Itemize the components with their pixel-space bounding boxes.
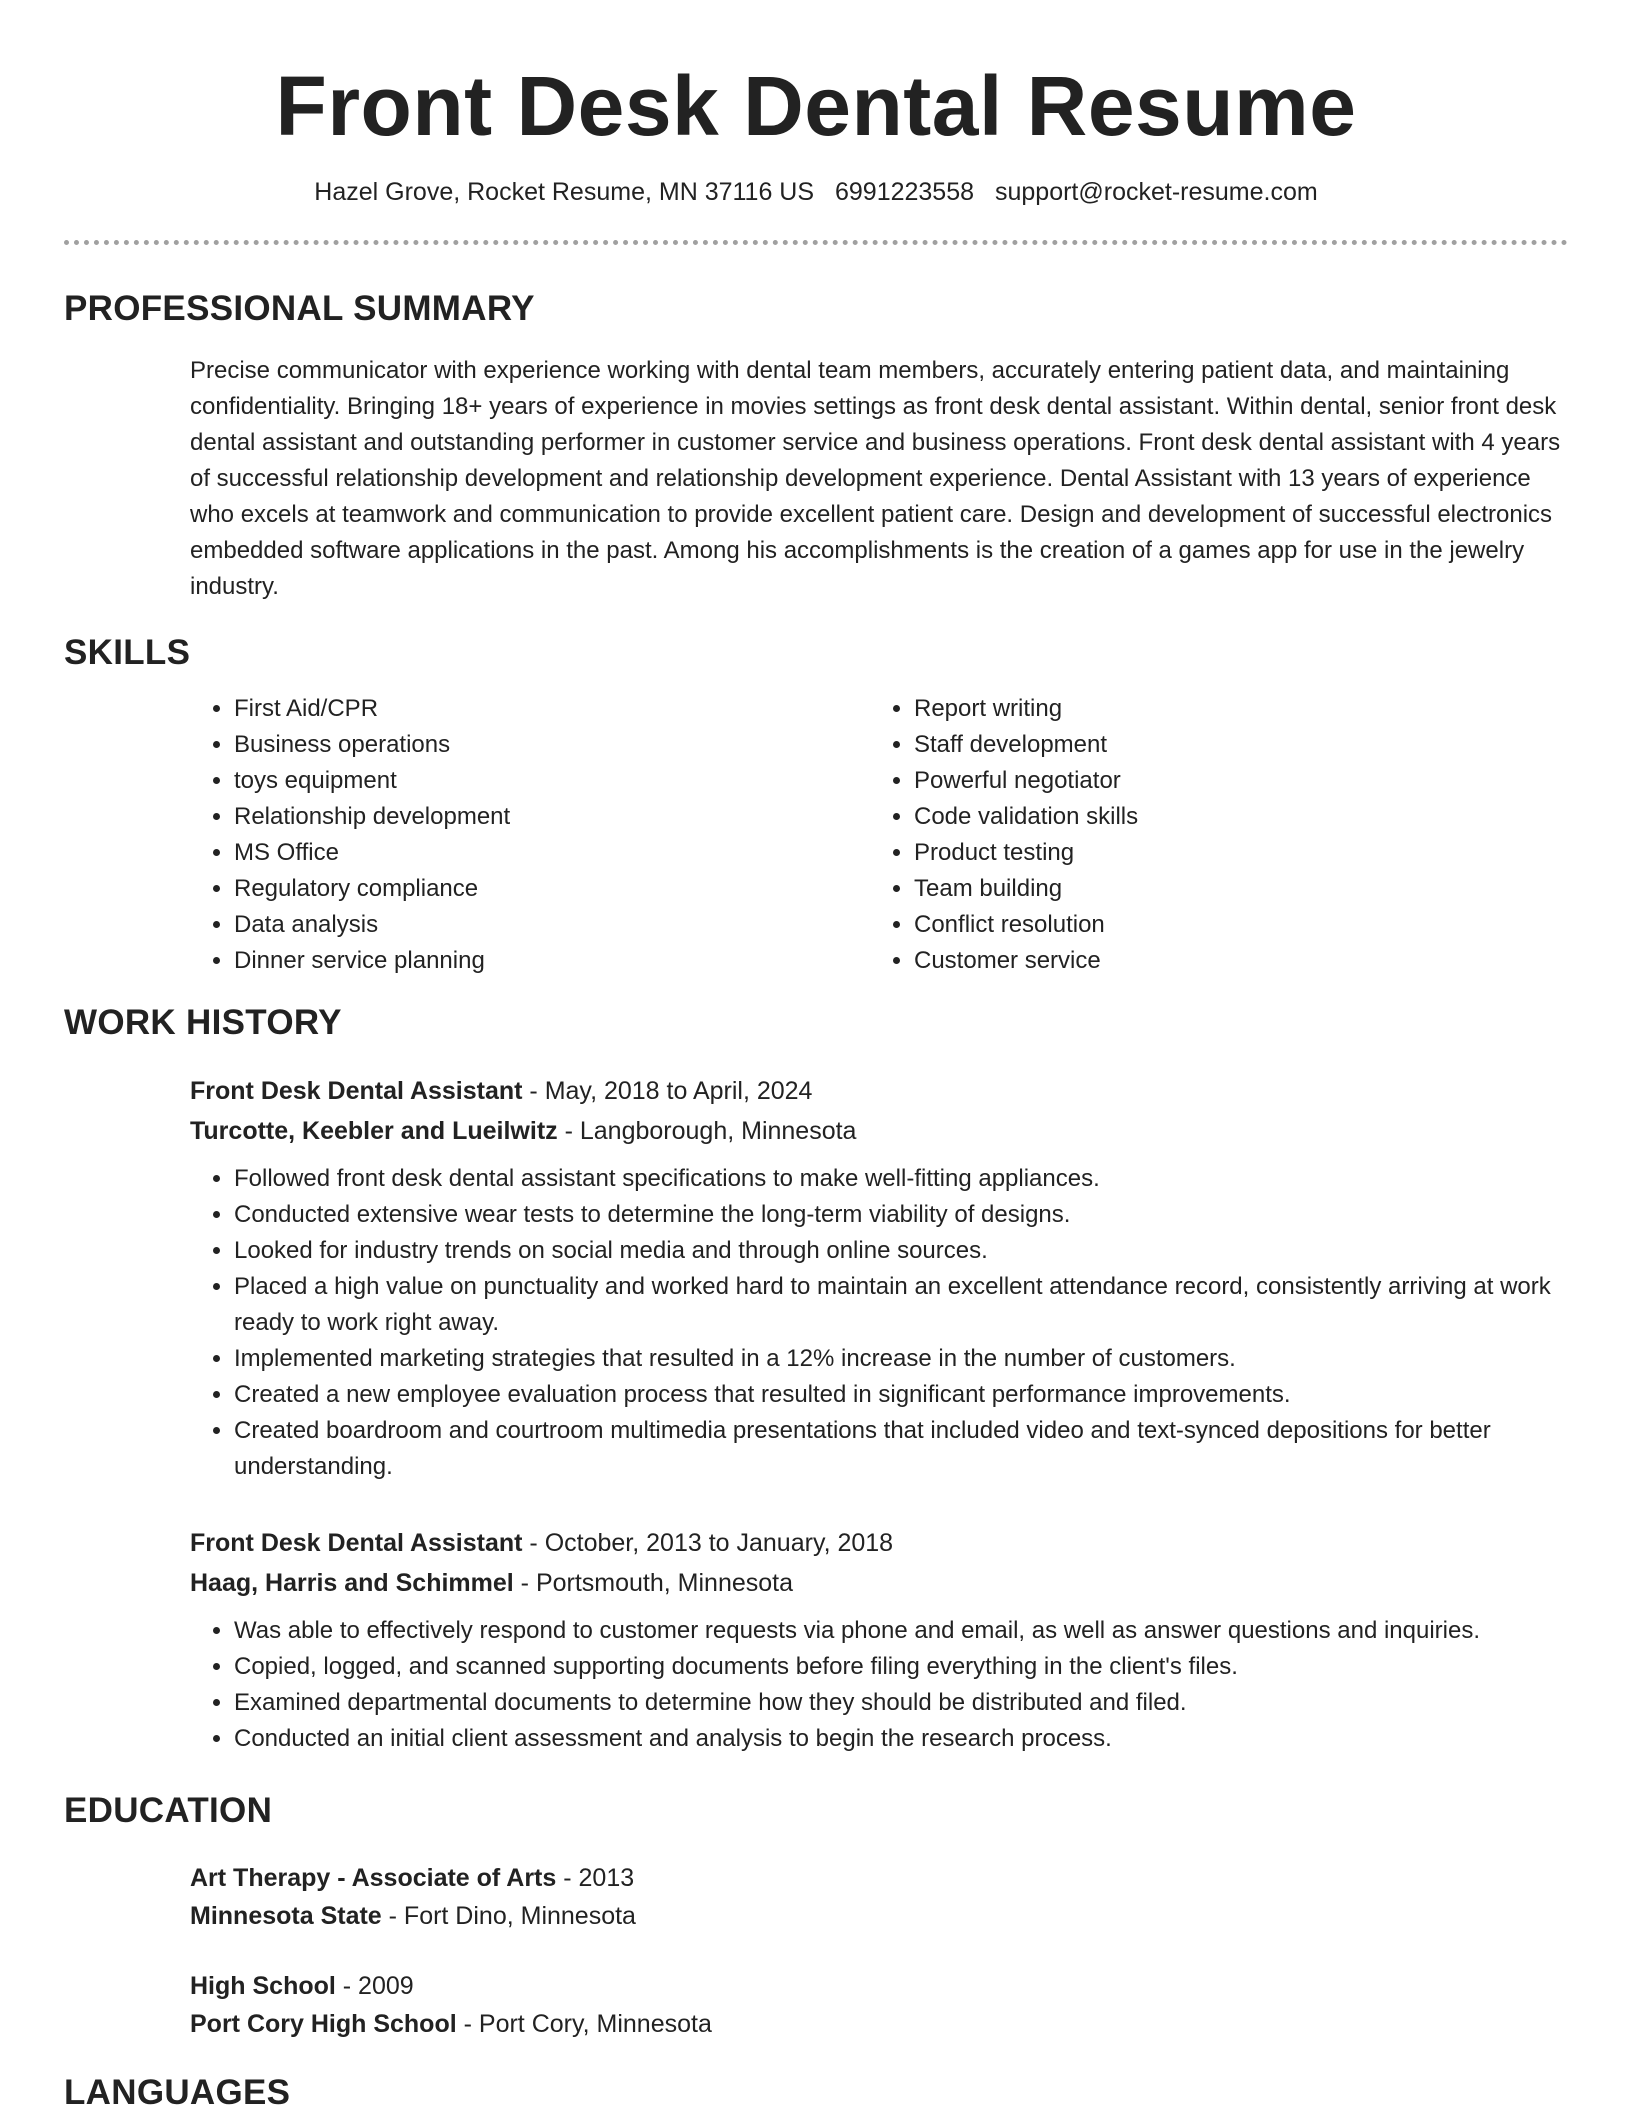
education-heading: EDUCATION [64, 1791, 273, 1830]
education-school: Minnesota State [190, 1902, 382, 1930]
job-company-line [190, 1563, 1570, 1603]
skill-item: • Data analysis [234, 907, 870, 943]
contact-email: support@rocket-resume.com [994, 178, 1318, 206]
education-entry [190, 1859, 1570, 1935]
job-company: Haag, Harris and Schimmel [190, 1569, 514, 1597]
contact-address: Hazel Grove, Rocket Resume, MN 37116 US [314, 178, 815, 206]
job-bullet: • Conducted extensive wear tests to determine the long-term viability of designs. [234, 1197, 1570, 1233]
job-bullet: • Examined departmental documents to determine how they should be distributed and filed. [234, 1685, 1570, 1721]
skills-heading: SKILLS [64, 633, 191, 672]
job-bullet: • Placed a high value on punctuality and worked hard to maintain an excellent attendance record, consistently arriving at work ready to work right away. [234, 1269, 1570, 1341]
skill-item: • Business operations [234, 727, 870, 763]
work-history-heading: WORK HISTORY [64, 1003, 342, 1042]
job-entry [190, 1071, 1570, 1485]
resume-page [64, 0, 1568, 2115]
job-title: Front Desk Dental Assistant [190, 1077, 523, 1105]
job-location: - Langborough, Minnesota [557, 1117, 857, 1145]
job-bullet: • Created a new employee evaluation process that resulted in significant performance improvements. [234, 1377, 1570, 1413]
skills-list [190, 691, 1570, 979]
education-year: - 2009 [335, 1972, 414, 2000]
job-company-line [190, 1111, 1570, 1151]
skills-column-right [870, 691, 1550, 979]
job-bullet: • Implemented marketing strategies that resulted in a 12% increase in the number of customers. [234, 1341, 1570, 1377]
skills-column-left [190, 691, 870, 979]
job-bullets [190, 1613, 1570, 1757]
job-bullet: • Was able to effectively respond to customer requests via phone and email, as well as answer questions and inquiries. [234, 1613, 1570, 1649]
skill-item: • Powerful negotiator [914, 763, 1550, 799]
education-degree: High School [190, 1972, 336, 2000]
skill-item: • MS Office [234, 835, 870, 871]
skill-item: • Staff development [914, 727, 1550, 763]
job-dates: - May, 2018 to April, 2024 [522, 1077, 813, 1105]
job-title-line [190, 1071, 1570, 1111]
contact-phone: 6991223558 [834, 178, 975, 206]
job-title-line [190, 1523, 1570, 1563]
job-bullet: • Conducted an initial client assessment and analysis to begin the research process. [234, 1721, 1570, 1757]
job-bullet: • Followed front desk dental assistant specifications to make well-fitting appliances. [234, 1161, 1570, 1197]
job-title: Front Desk Dental Assistant [190, 1529, 523, 1557]
education-location: - Fort Dino, Minnesota [381, 1902, 636, 1930]
skill-item: • First Aid/CPR [234, 691, 870, 727]
education-year: - 2013 [556, 1864, 635, 1892]
job-dates: - October, 2013 to January, 2018 [522, 1529, 894, 1557]
skill-item: • Customer service [914, 943, 1550, 979]
education-school: Port Cory High School [190, 2010, 457, 2038]
summary-heading: PROFESSIONAL SUMMARY [64, 289, 535, 328]
skill-item: • Product testing [914, 835, 1550, 871]
education-school-line [190, 1897, 1570, 1935]
summary-text: Precise communicator with experience working with dental team members, accurately entering patient data, and maintaining confidentiality. Bringing 18+ years of experience in movies settings as front desk dental assistant. Within dental, senior front desk dental assistant and outstanding performer in customer service and business operations. Front desk dental assistant with 4 years of successful relationship development and relationship development experience. Dental Assistant with 13 years of experience who excels at teamwork and communication to provide excellent patient care. Design and development of successful electronics embedded software applications in the past. Among his accomplishments is the creation of a games app for use in the jewelry industry. [190, 357, 1561, 600]
resume-title: Front Desk Dental Resume [275, 59, 1357, 153]
job-bullet: • Copied, logged, and scanned supporting documents before filing everything in the client's files. [234, 1649, 1570, 1685]
skill-item: • Code validation skills [914, 799, 1550, 835]
education-degree-line [190, 1967, 1570, 2005]
education-location: - Port Cory, Minnesota [456, 2010, 712, 2038]
skill-item: • toys equipment [234, 763, 870, 799]
job-entry [190, 1523, 1570, 1757]
skill-item: • Report writing [914, 691, 1550, 727]
job-bullet: • Created boardroom and courtroom multimedia presentations that included video and text-synced depositions for better understanding. [234, 1413, 1570, 1485]
education-entry [190, 1967, 1570, 2043]
job-company: Turcotte, Keebler and Lueilwitz [190, 1117, 558, 1145]
skill-item: • Dinner service planning [234, 943, 870, 979]
skill-item: • Team building [914, 871, 1550, 907]
education-degree: Art Therapy - Associate of Arts [190, 1864, 557, 1892]
job-bullet: • Looked for industry trends on social media and through online sources. [234, 1233, 1570, 1269]
job-location: - Portsmouth, Minnesota [513, 1569, 794, 1597]
skill-item: • Relationship development [234, 799, 870, 835]
languages-heading: LANGUAGES [64, 2073, 291, 2112]
education-degree-line [190, 1859, 1570, 1897]
contact-line [64, 176, 1568, 208]
skill-item: • Regulatory compliance [234, 871, 870, 907]
job-bullets [190, 1161, 1570, 1485]
education-school-line [190, 2005, 1570, 2043]
skill-item: • Conflict resolution [914, 907, 1550, 943]
header-divider [64, 240, 1568, 245]
